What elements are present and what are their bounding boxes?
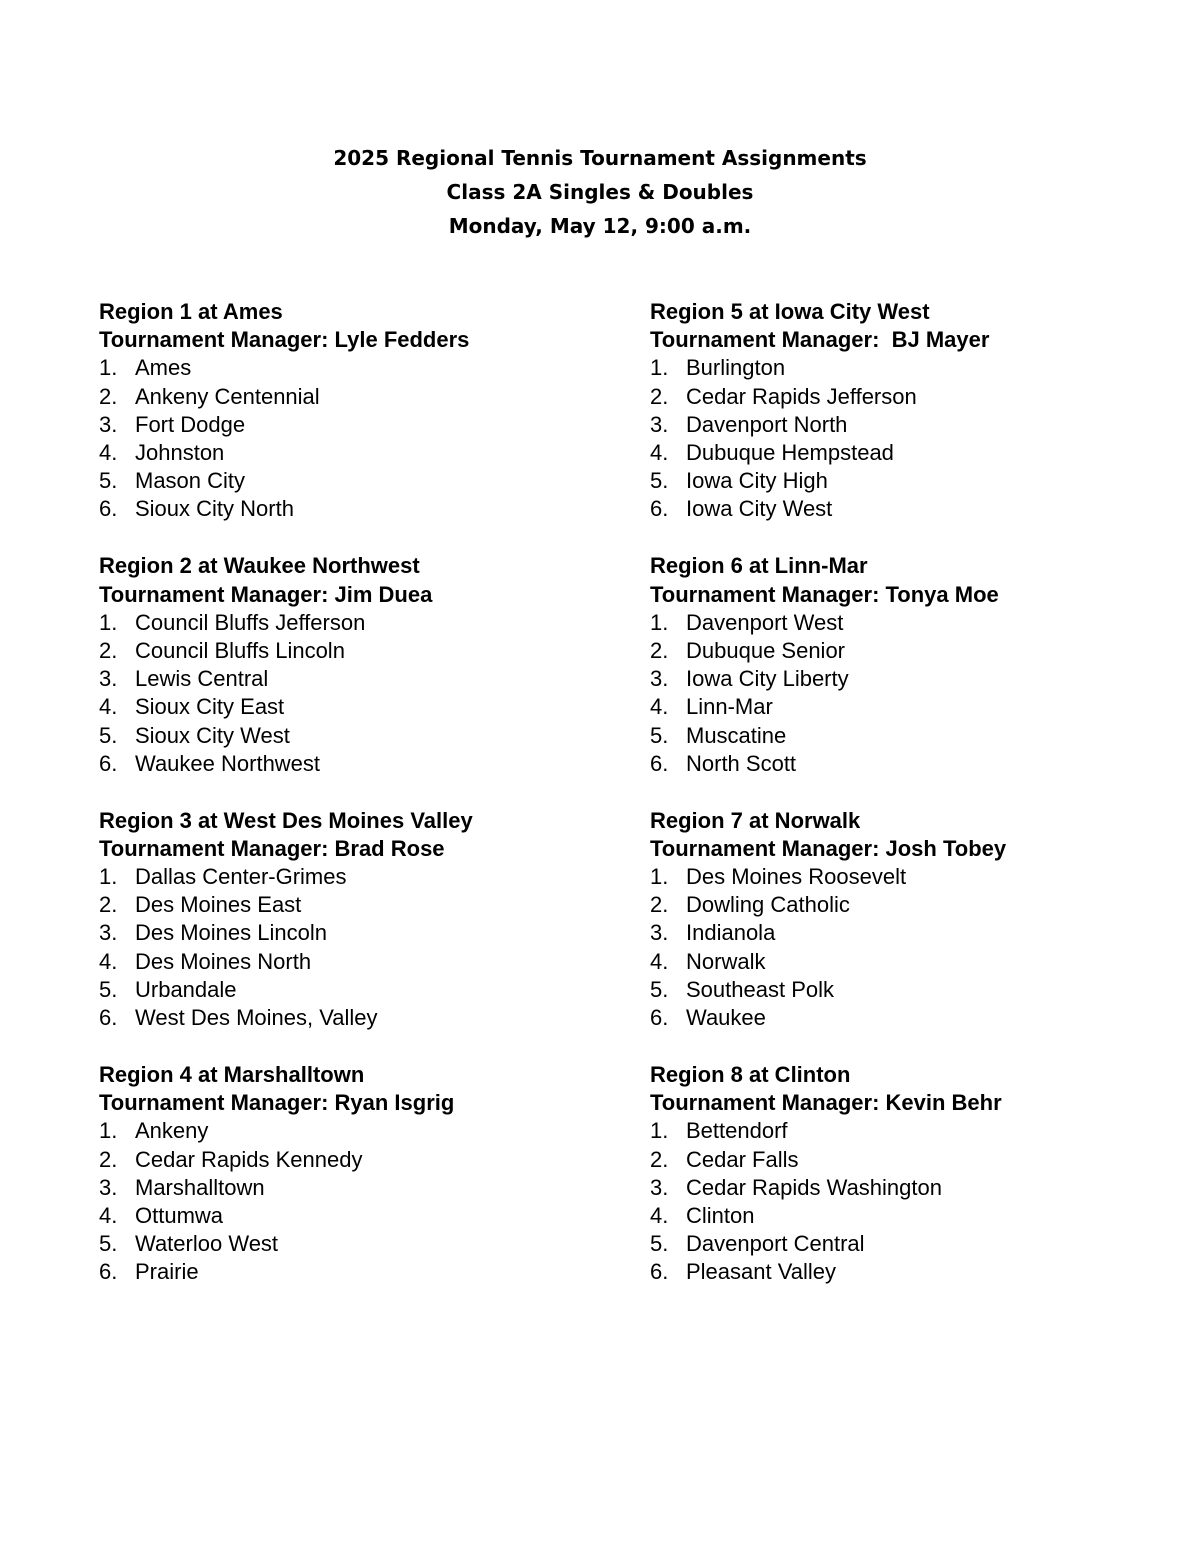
- school-number: 5.: [99, 976, 118, 1002]
- school-item: [650, 1004, 1006, 1032]
- region-4-section: [99, 1061, 473, 1315]
- school-name: Cedar Rapids Jefferson: [686, 383, 917, 409]
- school-name: Lewis Central: [135, 666, 269, 692]
- tournament-manager: Tournament Manager: BJ Mayer: [650, 327, 990, 353]
- school-name: Ottumwa: [135, 1202, 224, 1228]
- school-item: [650, 467, 1006, 495]
- school-name: Linn-Mar: [686, 694, 773, 720]
- school-name: Ankeny Centennial: [135, 383, 320, 409]
- school-name: Davenport West: [686, 609, 844, 635]
- school-number: 6.: [99, 1259, 118, 1285]
- tournament-manager: Tournament Manager: Lyle Fedders: [99, 327, 470, 353]
- school-list: [99, 863, 473, 1032]
- document-title: 2025 Regional Tennis Tournament Assignments: [333, 146, 867, 170]
- school-name: Mason City: [135, 468, 246, 494]
- school-name: Council Bluffs Lincoln: [135, 637, 345, 663]
- region-3-section: [99, 807, 473, 1061]
- school-name: Waukee Northwest: [135, 750, 321, 776]
- school-item: [99, 693, 473, 721]
- school-item: [99, 495, 473, 523]
- school-number: 2.: [99, 1146, 118, 1172]
- tournament-manager: Tournament Manager: Ryan Isgrig: [99, 1090, 455, 1116]
- left-column: [99, 298, 473, 1315]
- school-number: 5.: [650, 468, 669, 494]
- school-number: 4.: [650, 694, 669, 720]
- school-number: 1.: [99, 609, 118, 635]
- school-list: [650, 863, 1006, 1032]
- school-item: [99, 609, 473, 637]
- school-name: Indianola: [686, 920, 776, 946]
- school-number: 4.: [99, 1202, 118, 1228]
- school-item: [650, 495, 1006, 523]
- school-name: Dubuque Hempstead: [686, 440, 894, 466]
- school-number: 3.: [99, 1174, 118, 1200]
- region-heading: Region 8 at Clinton: [650, 1061, 851, 1087]
- region-heading: Region 5 at Iowa City West: [650, 299, 930, 324]
- school-item: [99, 383, 473, 411]
- school-name: Council Bluffs Jefferson: [135, 609, 366, 635]
- school-number: 2.: [99, 637, 118, 663]
- school-number: 6.: [650, 496, 669, 522]
- school-item: [650, 1174, 1006, 1202]
- school-item: [650, 439, 1006, 467]
- school-number: 1.: [650, 609, 669, 635]
- school-number: 5.: [650, 722, 669, 748]
- school-number: 1.: [650, 1118, 669, 1144]
- school-number: 6.: [650, 750, 669, 776]
- region-8-section: [650, 1061, 1006, 1315]
- school-number: 1.: [99, 864, 118, 889]
- region-6-section: [650, 552, 1006, 806]
- document-date: Monday, May 12, 9:00 a.m.: [448, 214, 752, 238]
- school-item: [99, 891, 473, 919]
- school-name: Davenport North: [686, 411, 848, 437]
- school-item: [99, 354, 473, 382]
- school-name: Waukee: [686, 1005, 766, 1031]
- school-number: 4.: [99, 694, 118, 720]
- school-name: Pleasant Valley: [686, 1259, 837, 1285]
- school-name: Sioux City West: [135, 722, 290, 748]
- school-item: [99, 665, 473, 693]
- tournament-manager: Tournament Manager: Josh Tobey: [650, 835, 1007, 861]
- school-number: 3.: [99, 920, 118, 946]
- school-name: North Scott: [686, 750, 797, 776]
- school-number: 6.: [650, 1259, 669, 1285]
- school-number: 5.: [650, 976, 669, 1002]
- school-name: Bettendorf: [686, 1118, 788, 1144]
- school-item: [99, 637, 473, 665]
- school-number: 5.: [99, 468, 118, 494]
- school-number: 1.: [99, 1118, 118, 1144]
- school-name: Muscatine: [686, 722, 787, 748]
- school-name: Ames: [135, 355, 192, 381]
- school-item: [650, 1202, 1006, 1230]
- school-name: Norwalk: [686, 948, 766, 974]
- school-item: [650, 1117, 1006, 1145]
- school-number: 2.: [650, 637, 669, 663]
- school-number: 4.: [99, 948, 118, 974]
- school-number: 5.: [99, 1231, 118, 1257]
- school-item: [650, 693, 1006, 721]
- school-number: 5.: [99, 722, 118, 748]
- region-7-section: [650, 807, 1006, 1061]
- school-name: Marshalltown: [135, 1174, 265, 1200]
- school-name: Clinton: [686, 1202, 755, 1228]
- school-name: Sioux City East: [135, 694, 285, 720]
- school-number: 4.: [650, 948, 669, 974]
- school-name: Des Moines Roosevelt: [686, 864, 907, 889]
- school-name: Fort Dodge: [135, 411, 246, 437]
- region-heading: Region 3 at West Des Moines Valley: [99, 807, 473, 833]
- school-item: [99, 919, 473, 947]
- school-item: [99, 439, 473, 467]
- tournament-manager: Tournament Manager: Kevin Behr: [650, 1090, 1002, 1116]
- school-name: Southeast Polk: [686, 976, 834, 1002]
- school-number: 1.: [650, 864, 669, 889]
- school-number: 3.: [650, 411, 669, 437]
- school-item: [99, 1230, 473, 1258]
- document-subtitle: Class 2A Singles & Doubles: [446, 180, 754, 204]
- school-list: [99, 1117, 473, 1286]
- school-number: 6.: [99, 750, 118, 776]
- school-number: 6.: [99, 496, 118, 522]
- school-name: Des Moines Lincoln: [135, 920, 327, 946]
- school-number: 4.: [99, 440, 118, 466]
- school-item: [650, 637, 1006, 665]
- school-item: [99, 750, 473, 778]
- school-number: 2.: [650, 383, 669, 409]
- tournament-manager: Tournament Manager: Jim Duea: [99, 581, 433, 607]
- school-number: 4.: [650, 440, 669, 466]
- school-item: [650, 919, 1006, 947]
- school-item: [99, 1258, 473, 1286]
- school-name: Johnston: [135, 440, 225, 466]
- school-item: [650, 891, 1006, 919]
- school-name: Prairie: [135, 1259, 199, 1285]
- school-item: [99, 1004, 473, 1032]
- school-item: [99, 1174, 473, 1202]
- school-item: [99, 976, 473, 1004]
- school-list: [650, 1117, 1006, 1286]
- school-name: Dallas Center-Grimes: [135, 864, 347, 889]
- school-list: [650, 354, 1006, 523]
- region-heading: Region 6 at Linn-Mar: [650, 553, 868, 579]
- school-item: [99, 1146, 473, 1174]
- region-5-section: [650, 298, 1006, 552]
- school-number: 3.: [650, 920, 669, 946]
- school-number: 2.: [650, 1146, 669, 1172]
- school-item: [650, 1230, 1006, 1258]
- school-list: [650, 609, 1006, 778]
- region-2-section: [99, 552, 473, 806]
- school-number: 3.: [650, 666, 669, 692]
- school-name: Cedar Falls: [686, 1146, 799, 1172]
- region-1-section: [99, 298, 473, 552]
- school-name: Urbandale: [135, 976, 237, 1002]
- school-name: Iowa City High: [686, 468, 828, 494]
- school-item: [99, 948, 473, 976]
- school-list: [99, 354, 473, 523]
- school-name: Des Moines East: [135, 892, 302, 918]
- school-number: 3.: [99, 666, 118, 692]
- school-list: [99, 609, 473, 778]
- region-heading: Region 1 at Ames: [99, 299, 283, 324]
- school-name: Dubuque Senior: [686, 637, 846, 663]
- school-name: Ankeny: [135, 1118, 209, 1144]
- school-name: Cedar Rapids Kennedy: [135, 1146, 363, 1172]
- school-name: Waterloo West: [135, 1231, 279, 1257]
- school-item: [99, 1202, 473, 1230]
- school-name: Burlington: [686, 355, 786, 381]
- region-heading: Region 7 at Norwalk: [650, 807, 861, 833]
- school-number: 3.: [99, 411, 118, 437]
- school-name: Sioux City North: [135, 496, 294, 522]
- school-item: [650, 354, 1006, 382]
- region-heading: Region 4 at Marshalltown: [99, 1061, 365, 1087]
- school-number: 2.: [650, 892, 669, 918]
- right-column: [650, 298, 1006, 1315]
- school-number: 6.: [650, 1005, 669, 1031]
- document-header: [0, 141, 1200, 243]
- school-number: 3.: [650, 1174, 669, 1200]
- school-item: [650, 750, 1006, 778]
- school-name: Davenport Central: [686, 1231, 865, 1257]
- tournament-manager: Tournament Manager: Brad Rose: [99, 835, 445, 861]
- school-name: Dowling Catholic: [686, 892, 850, 918]
- school-number: 1.: [650, 355, 669, 381]
- tournament-manager: Tournament Manager: Tonya Moe: [650, 581, 999, 607]
- school-item: [99, 411, 473, 439]
- school-name: West Des Moines, Valley: [135, 1005, 378, 1031]
- school-item: [650, 722, 1006, 750]
- school-item: [99, 722, 473, 750]
- school-item: [650, 665, 1006, 693]
- school-item: [650, 863, 1006, 891]
- region-heading: Region 2 at Waukee Northwest: [99, 553, 420, 579]
- school-name: Cedar Rapids Washington: [686, 1174, 942, 1200]
- school-number: 2.: [99, 892, 118, 918]
- school-name: Des Moines North: [135, 948, 312, 974]
- school-number: 1.: [99, 355, 118, 381]
- school-item: [650, 411, 1006, 439]
- school-number: 2.: [99, 383, 118, 409]
- school-number: 6.: [99, 1005, 118, 1031]
- school-number: 4.: [650, 1202, 669, 1228]
- school-item: [99, 467, 473, 495]
- school-number: 5.: [650, 1231, 669, 1257]
- school-item: [650, 609, 1006, 637]
- school-item: [650, 976, 1006, 1004]
- school-item: [650, 948, 1006, 976]
- school-name: Iowa City Liberty: [686, 666, 849, 692]
- school-item: [650, 1258, 1006, 1286]
- school-item: [650, 1146, 1006, 1174]
- school-item: [650, 383, 1006, 411]
- school-item: [99, 1117, 473, 1145]
- school-item: [99, 863, 473, 891]
- school-name: Iowa City West: [686, 496, 833, 522]
